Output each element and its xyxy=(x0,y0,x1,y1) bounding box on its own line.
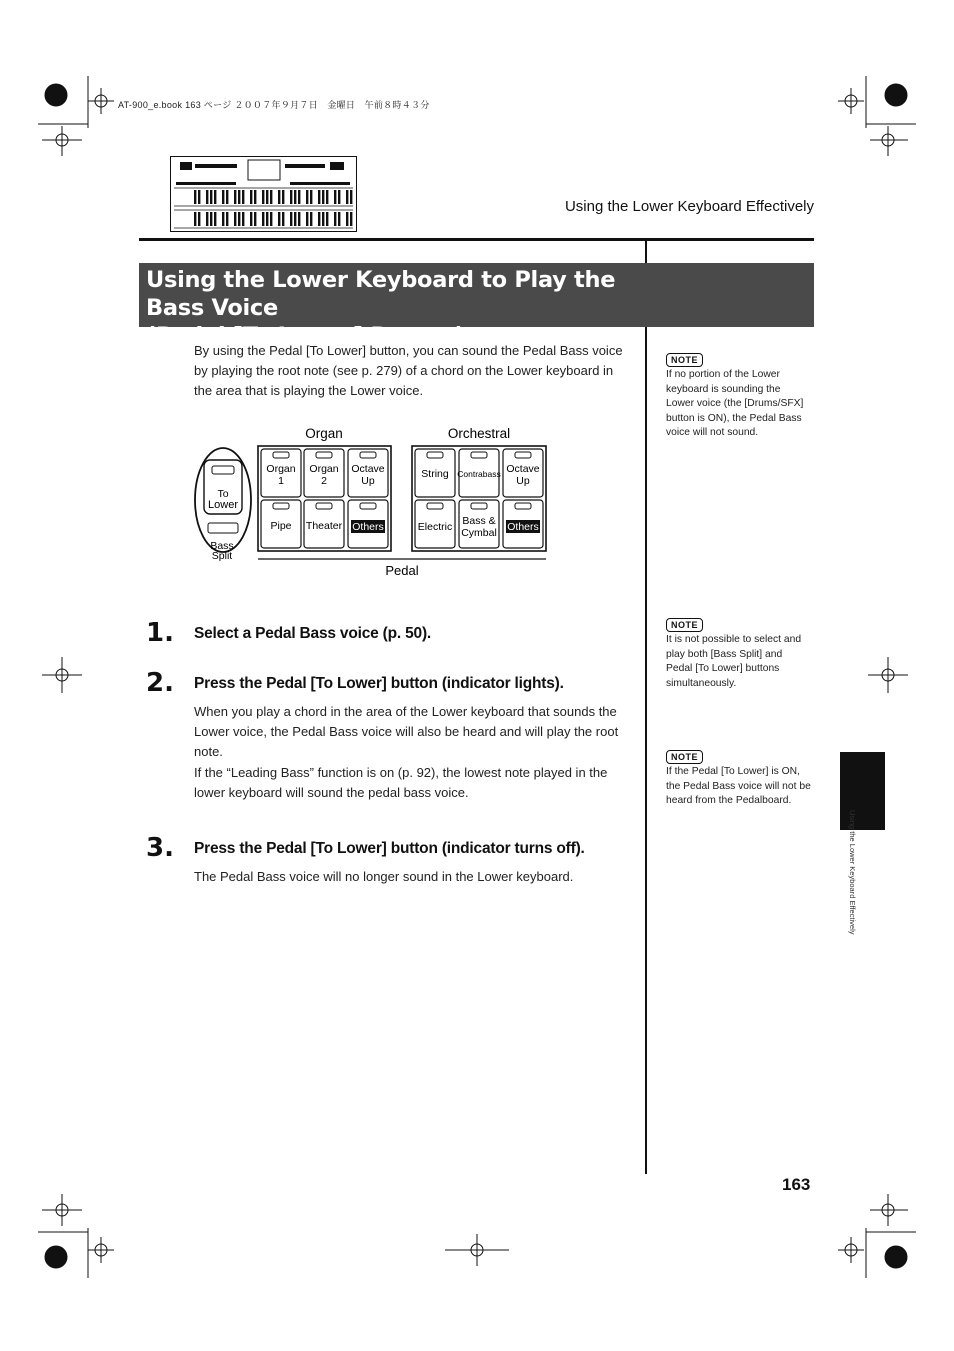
orchestral-voice-button[interactable] xyxy=(503,449,543,497)
organ-voice-button[interactable] xyxy=(261,449,301,497)
organ-group-label: Organ xyxy=(305,426,343,441)
intro-paragraph: By using the Pedal [To Lower] button, you can sound the Pedal Bass voice by playing the root note (see p. 279) of a chord on the Lower keyboard in the area that is playing the Lower voice. xyxy=(194,343,623,398)
svg-text:Others: Others xyxy=(507,521,539,533)
step-3-paragraph: The Pedal Bass voice will no longer sound in the Lower keyboard. xyxy=(194,869,574,884)
bass-split-label-1: Bass xyxy=(210,540,234,552)
note-2-text: It is not possible to select and play both [Bass Split] and Pedal [To Lower] buttons simultaneously. xyxy=(666,634,802,689)
svg-text:Cymbal: Cymbal xyxy=(461,527,497,539)
svg-text:Electric: Electric xyxy=(417,521,453,533)
pedal-panel-diagram xyxy=(192,420,552,585)
column-rule xyxy=(645,238,647,1174)
svg-text:Organ: Organ xyxy=(266,463,296,475)
header-rule xyxy=(139,238,814,241)
step-3-number: 3. xyxy=(146,833,174,863)
svg-text:Octave: Octave xyxy=(506,463,540,475)
svg-text:1: 1 xyxy=(278,475,284,487)
chapter-side-text: Using the Lower Keyboard Effectively xyxy=(848,810,857,935)
note-2 xyxy=(666,615,703,633)
print-info: AT-900_e.book 163 ページ ２００７年９月７日 金曜日 午前８時４３分 xyxy=(118,100,430,110)
pedal-group-label: Pedal xyxy=(385,563,419,578)
section-title-line1: Using the Lower Keyboard to Play the Bass Voice xyxy=(146,267,616,321)
orchestral-voice-button[interactable] xyxy=(503,500,543,548)
organ-voice-button[interactable] xyxy=(304,449,344,497)
svg-text:Up: Up xyxy=(516,475,530,487)
organ-voice-button[interactable] xyxy=(304,500,344,548)
section-title xyxy=(146,266,646,350)
note-1 xyxy=(666,350,703,368)
section-title-line2: (Pedal [To Lower] Button) xyxy=(146,323,465,349)
svg-text:2: 2 xyxy=(321,475,327,487)
step-2-title: Press the Pedal [To Lower] button (indicator lights). xyxy=(194,675,564,692)
svg-text:Theater: Theater xyxy=(305,520,343,532)
organ-voice-button[interactable] xyxy=(348,449,388,497)
svg-text:Contrabass: Contrabass xyxy=(457,469,501,479)
svg-text:Octave: Octave xyxy=(351,463,385,475)
to-lower-indicator xyxy=(212,466,234,474)
step-2-paragraph-1: When you play a chord in the area of the Lower keyboard that sounds the Lower voice, the Pedal Bass voice will also be heard and will play the root note. xyxy=(194,704,619,759)
to-lower-label-2: Lower xyxy=(208,499,238,511)
orchestral-group-label: Orchestral xyxy=(447,426,511,441)
note-1-text: If no portion of the Lower keyboard is sounding the Lower voice (the [Drums/SFX] button is ON), the Pedal Bass voice will not sound. xyxy=(666,369,804,438)
step-2-number: 2. xyxy=(146,668,174,698)
orchestral-voice-button[interactable] xyxy=(415,500,455,548)
organ-thumbnail-icon xyxy=(170,156,357,237)
to-lower-label-1: To xyxy=(217,488,229,500)
organ-voice-button[interactable] xyxy=(348,500,388,548)
orchestral-voice-button[interactable] xyxy=(415,449,455,497)
chapter-tab xyxy=(840,752,885,830)
svg-text:Pipe: Pipe xyxy=(270,520,292,532)
bass-split-button[interactable] xyxy=(208,523,238,533)
running-head: Using the Lower Keyboard Effectively xyxy=(564,198,814,215)
svg-text:Bass &: Bass & xyxy=(462,515,496,527)
page-number: 163 xyxy=(782,1175,811,1194)
note-3 xyxy=(666,747,703,765)
svg-text:String: String xyxy=(421,468,449,480)
step-2-paragraph-2: If the “Leading Bass” function is on (p. 92), the lowest note played in the lower keyboard will sound the pedal bass voice. xyxy=(194,765,608,800)
note-badge: NOTE xyxy=(666,353,703,367)
svg-text:Up: Up xyxy=(361,475,375,487)
step-1-number: 1. xyxy=(146,618,174,648)
step-3-title: Press the Pedal [To Lower] button (indicator turns off). xyxy=(194,840,585,857)
svg-text:Others: Others xyxy=(352,521,384,533)
organ-voice-button[interactable] xyxy=(261,500,301,548)
step-1-title: Select a Pedal Bass voice (p. 50). xyxy=(194,625,432,642)
bass-split-label-2: Split xyxy=(211,550,233,562)
note-3-text: If the Pedal [To Lower] is ON, the Pedal Bass voice will not be heard from the Pedalboard. xyxy=(666,766,811,806)
note-badge: NOTE xyxy=(666,750,703,764)
orchestral-voice-button[interactable] xyxy=(459,500,499,548)
note-badge: NOTE xyxy=(666,618,703,632)
orchestral-voice-button[interactable] xyxy=(457,449,500,497)
svg-text:Organ: Organ xyxy=(309,463,339,475)
